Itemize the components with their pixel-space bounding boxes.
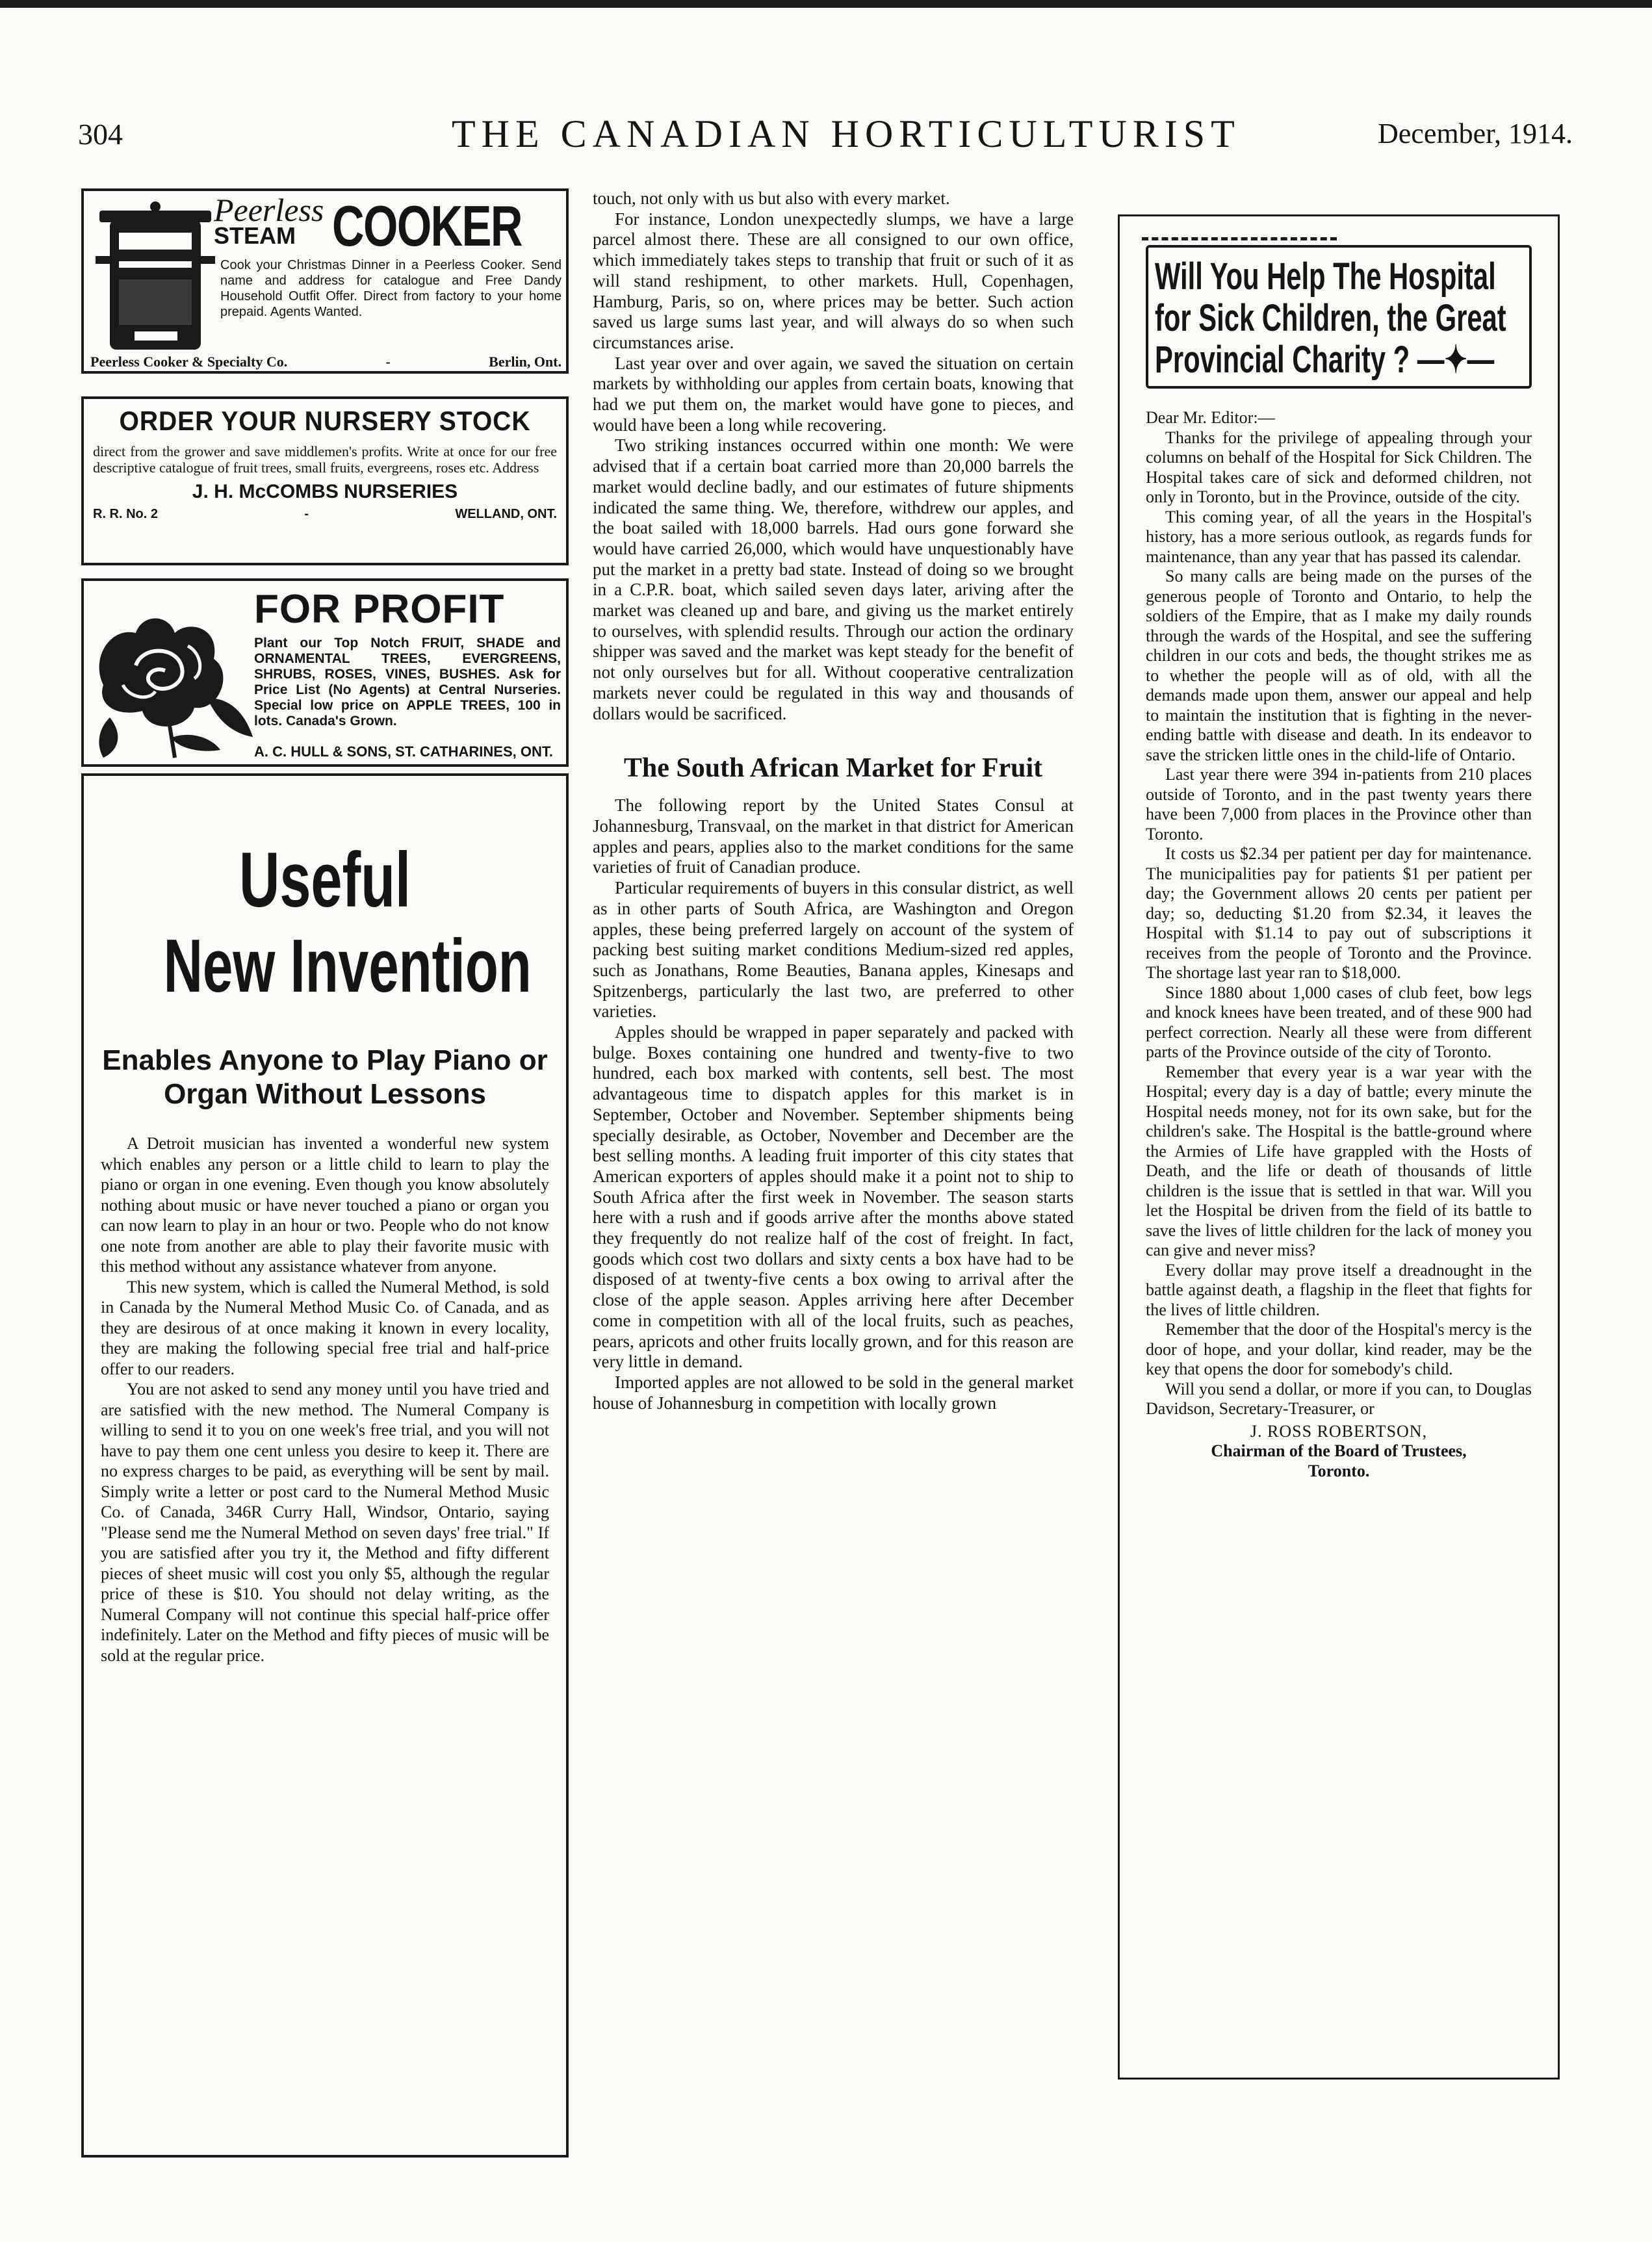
article-paragraph: The following report by the United States Consul at Johannesburg, Transvaal, on the market in that district for American apples and pears, applies also to the market conditions for the same varieties of fruit of Canadian produce. — [593, 795, 1074, 877]
page-top-edge — [0, 0, 1652, 8]
brand-cooker: COOKER — [332, 194, 522, 258]
salutation: Dear Mr. Editor:— — [1146, 408, 1275, 427]
invention-subhead: Enables Anyone to Play Piano or Organ Without Lessons — [102, 1044, 548, 1110]
brand-peerless: Peerless — [214, 192, 324, 228]
cooperative-marketing-article — [593, 188, 1074, 724]
for-profit-ad — [81, 578, 569, 767]
journal-title: THE CANADIAN HORTICULTURIST — [452, 112, 1241, 155]
appeal-title-text: Will You Help The Hospital for Sick Children, the Great Provincial Charity ? — [1155, 255, 1506, 381]
letter-paragraph: This coming year, of all the years in the Hospital's history, has a more serious outlook, as regards funds for maintenance, than any year that has passed its calendar. — [1146, 507, 1532, 566]
letter-paragraph: Will you send a dollar, or more if you can, to Douglas Davidson, Secretary-Treasurer, or — [1146, 1379, 1532, 1418]
running-head — [78, 112, 1573, 169]
cooker-brand — [214, 192, 522, 258]
invention-ad — [81, 773, 569, 2158]
for-profit-signature: A. C. HULL & SONS, ST. CATHARINES, ONT. — [254, 743, 553, 760]
ornament-icon: —✦— — [1417, 339, 1495, 381]
nursery-ad-text: direct from the grower and save middlemen's profits. Write at once for our free descriptive catalogue of fruit trees, small fruits, evergreens, roses etc. Address — [93, 443, 557, 476]
invention-paragraph: A Detroit musician has invented a wonderful new system which enables any person or a little child to learn to play the piano or organ in one evening. Even though you know absolutely nothing about music or have never touched a piano or organ you can now learn to play in an hour or two. People who do not know one note from another are able to play their favorite music with this method without any assistance whatever from anyone. — [101, 1134, 549, 1276]
invention-body — [101, 1133, 549, 1666]
nursery-route: R. R. No. 2 — [93, 507, 159, 521]
south-african-market-article — [593, 795, 1074, 1413]
letter-paragraph: Remember that every year is a war year with the Hospital; every day is a day of battle; every minute the Hospital needs money, not for its own sake, but for the children's sake. The Hospital is the battle-ground where the Armies of Life have grappled with the Hosts of Death, and the life or death of thousands of little children is the issue that is settled in that war. Will you let the Hospital be driven from the field of its battle to save the lives of little children for the lack of money you can give and never miss? — [1146, 1062, 1532, 1259]
letter-paragraph: Since 1880 about 1,000 cases of club feet, bow legs and knock knees have been treated, and of these 900 had perfect correction. Nearly all these were from different parts of the Province outside of the city of Toronto. — [1146, 983, 1532, 1061]
steam-cooker-illustration-icon — [96, 201, 216, 357]
issue-date: December, 1914. — [1377, 118, 1573, 149]
cooker-company: Peerless Cooker & Specialty Co. — [90, 354, 288, 370]
cooker-ad-footer — [90, 354, 561, 370]
article-paragraph: touch, not only with us but also with every market. — [593, 188, 950, 208]
left-column-ads — [81, 188, 572, 2158]
article-paragraph: For instance, London unexpectedly slumps, we have a large parcel almost there. These are all consigned to our own office, which immediately takes steps to tranship that fruit or such of it as will stand reshipment, to other markets. Hull, Copenhagen, Hamburg, Paris, so on, where prices may be better. Such action saved us large sums last year, and will always do so when such circumstances arise. — [593, 209, 1074, 352]
appeal-title-box — [1146, 245, 1532, 389]
nursery-city: WELLAND, ONT. — [455, 507, 557, 521]
letter-paragraph: It costs us $2.34 per patient per day for maintenance. The municipalities pay for patients $1 per patient per day; the Government allows 20 cents per patient per day; so, deducting $1.20 from $2.34, it leaves the Hospital with $1.14 to pay out of subscriptions it receives from the people of Toronto and the Province. The shortage last year ran to $18,000. — [1146, 844, 1532, 982]
decorative-rule — [1142, 237, 1337, 250]
nursery-stock-ad — [81, 396, 569, 565]
brand-steam: STEAM — [214, 222, 296, 249]
for-profit-text: Plant our Top Notch FRUIT, SHADE and ORNAMENTAL TREES, EVERGREENS, SHRUBS, ROSES, VINES, BUSHES. Ask for Price List (No Agents) at Central Nurseries. Special low price on APPLE TREES, 100 in lots. Canada's Grown. — [254, 636, 561, 728]
nursery-name: J. H. McCOMBS NURSERIES — [192, 481, 458, 502]
article-paragraph: Apples should be wrapped in paper separately and packed with bulge. Boxes containing one hundred and twenty-five to two hundred, each box marked with contents, sell best. The most advantageous time to dispatch apples for this market is in September, October and November. September shipments being specially desirable, as October, November and December are the best selling months. A leading fruit importer of this city states that American exporters of apples should make it a point not to ship to South Africa after the first week in November. The season starts here with a rush and if goods arrive after the months above stated they frequently do not realize half of the cost of freight. In fact, goods which cost two dollars and sixty cents a box have had to be disposed of at twenty-five cents a box owing to arrival after the close of the apple season. Apples arriving here after December come in competition with all of the local fruits, such as peaches, pears, apricots and other fruits locally grown, and for this reason are very little in demand. — [593, 1022, 1074, 1372]
letter-paragraph: So many calls are being made on the purses of the generous people of Toronto and Ontario, to help the soldiers of the Empire, that as I make my daily rounds through the wards of the Hospital, and see the suffering children in our cots and beds, the thought strikes me as to whether the people will as of old, with all the demands made upon them, answer our appeal and help to maintain the institution that is fighting in the never-ending battle with disease and death. In its endeavor to save the stricken little ones in the child-life of Ontario. — [1146, 567, 1532, 764]
letter-paragraph: Last year there were 394 in-patients from 210 places outside of Toronto, and in the past twenty years there have been 7,000 from places in the Province other than Toronto. — [1146, 765, 1532, 844]
nursery-separator: - — [304, 507, 309, 521]
invention-headline-2: New Invention — [163, 923, 532, 1008]
middle-column-article — [593, 188, 1074, 2203]
appeal-title — [1155, 256, 1523, 381]
page-number: 304 — [78, 118, 123, 151]
rose-illustration-icon — [90, 587, 259, 763]
cooker-ad-text: Cook your Christmas Dinner in a Peerless Cooker. Send name and address for catalogue and Free Dandy Household Outfit Offer. Direct from factory to your home prepaid. Agents Wanted. — [220, 258, 561, 319]
letter-paragraph: Every dollar may prove itself a dreadnought in the battle against death, a flagship in the fleet that fights for the lives of little children. — [1146, 1260, 1532, 1319]
signature-role: Chairman of the Board of Trustees, — [1211, 1441, 1467, 1460]
appeal-letter — [1146, 408, 1532, 1481]
letter-paragraph: Thanks for the privilege of appealing through your columns on behalf of the Hospital for Sick Children. The Hospital takes care of sick and deformed children, not only in Toronto, but in the Province, outside of the city. — [1146, 428, 1532, 506]
cooker-separator: - — [385, 354, 391, 370]
for-profit-title: FOR PROFIT — [254, 587, 505, 632]
nursery-ad-title: ORDER YOUR NURSERY STOCK — [119, 406, 531, 436]
signature-name: J. ROSS ROBERTSON, — [1250, 1421, 1428, 1441]
article-paragraph: Last year over and over again, we saved the situation on certain markets by withholding our apples from certain boats, knowing that had we put them on, the market would have gone to pieces, and would have been a long while recovering. — [593, 353, 1074, 435]
article-paragraph: Imported apples are not allowed to be sold in the general market house of Johannesburg in competition with locally grown — [593, 1372, 1074, 1413]
section-heading: The South African Market for Fruit — [623, 753, 1043, 784]
signature-city: Toronto. — [1308, 1461, 1370, 1480]
letter-paragraph: Remember that the door of the Hospital's mercy is the door of hope, and your dollar, kind reader, may be the key that opens the door for somebody's child. — [1146, 1320, 1532, 1378]
invention-headline-1: Useful — [239, 836, 411, 923]
invention-paragraph: You are not asked to send any money until you have tried and are satisfied with the new method. The Numeral Company is willing to send it to you on one week's free trial, and you will not have to pay them one cent unless you desire to keep it. There are no express charges to be paid, as everything will be sent by mail. Simply write a letter or post card to the Numeral Method Music Co. of Canada, 346R Curry Hall, Windsor, Ontario, saying "Please send me the Numeral Method on seven days' free trial." If you are satisfied after you try it, the Method and fifty different pieces of sheet music will cost you only $5, although the regular price of these is $10. You should not delay writing, as the Numeral Company will not continue this special half-price offer indefinitely. Later on the Method and fifty pieces of music will be sold at the regular price. — [101, 1380, 549, 1665]
invention-paragraph: This new system, which is called the Numeral Method, is sold in Canada by the Numeral Method Music Co. of Canada, and as they are desirous of at once making it known in every locality, they are making the following special free trial and half-price offer to our readers. — [101, 1277, 549, 1378]
article-paragraph: Two striking instances occurred within one month: We were advised that if a certain boat carried more than 20,000 barrels the market would decline badly, and our estimates of future shipments indicated the same thing. We, therefore, withdrew our apples, and the boat sailed with 18,000 barrels. Had ours gone forward she would have carried 26,000, which would have unquestionably have put the market in a pretty bad state. Instead of doing so we brought in a C.P.R. boat, which sailed seven days later, ariving after the market was cleaned up and bare, and giving us the market entirely to ourselves, with splendid results. Through our action the ordinary shipper was saved and the market was kept steady for the benefit of not only ourselves but for all. Without cooperative centralization markets never could be regulated in this way and thousands of dollars would be sacrificed. — [593, 435, 1074, 723]
article-paragraph: Particular requirements of buyers in this consular district, as well as in other parts of South Africa, are Washington and Oregon apples, these being preferred largely on account of the system of packing best suiting market conditions Medium-sized red apples, such as Jonathans, Rome Beauties, Banana apples, Kinesaps and Spitzenbergs, particularly the last two, are preferred to other varieties. — [593, 878, 1074, 1022]
nursery-address — [93, 507, 557, 522]
peerless-cooker-ad — [81, 188, 569, 374]
hospital-appeal-box — [1118, 214, 1560, 2080]
cooker-city: Berlin, Ont. — [489, 354, 561, 370]
